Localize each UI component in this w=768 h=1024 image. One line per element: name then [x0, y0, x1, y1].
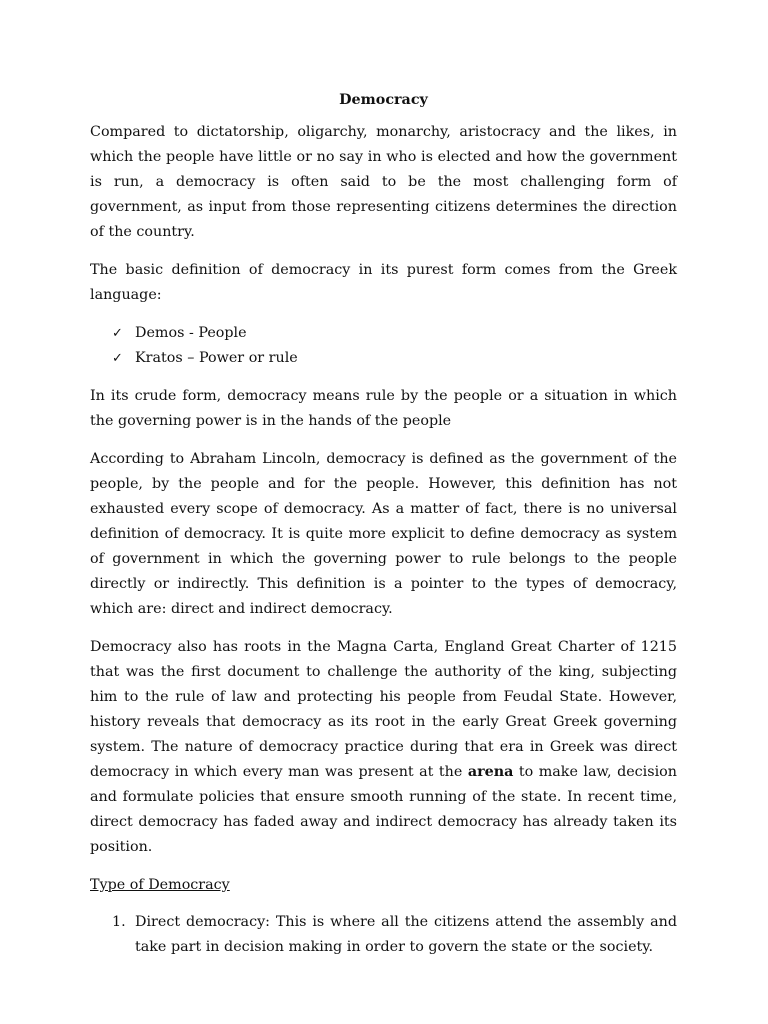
definition-paragraph: The basic definition of democracy in its purest form comes from the Greek language:	[90, 262, 677, 303]
paragraph-text: to make law, decision and formulate policies that ensure smooth running of the state. In recent time, direct democracy has faded away and indirect democracy has already taken its position.	[90, 764, 677, 855]
list-item-text: Demos - People	[135, 325, 247, 341]
paragraph-text: Democracy also has roots in the Magna Carta, England Great Charter of 1215 that was the first document to challenge the authority of the king, subjecting him to the rule of law and protecting his people from Feudal State. However, history reveals that democracy as its root in the early Great Greek governing system. The nature of democracy practice during that era in Greek was direct democracy in which every man was present at the	[90, 639, 677, 780]
checkmark-icon: ✓	[112, 326, 123, 341]
crude-form-paragraph: In its crude form, democracy means rule by the people or a situation in which the governing power is in the hands of the people	[90, 388, 677, 429]
document-title: Democracy	[339, 92, 428, 108]
checkmark-icon: ✓	[112, 351, 123, 366]
section-heading: Type of Democracy	[90, 877, 230, 893]
list-item	[90, 910, 677, 960]
magna-carta-paragraph	[90, 635, 677, 860]
list-number: 1.	[112, 914, 126, 930]
intro-paragraph: Compared to dictatorship, oligarchy, monarchy, aristocracy and the likes, in which the people have little or no say in who is elected and how the government is run, a democracy is often said to be the most challenging form of government, as input from those representing citizens determines the direction of the country.	[90, 124, 677, 240]
list-item	[90, 321, 677, 346]
list-item-text: Direct democracy: This is where all the citizens attend the assembly and take part in decision making in order to govern the state or the society.	[135, 914, 677, 955]
lincoln-paragraph: According to Abraham Lincoln, democracy is defined as the government of the people, by the people and for the people. However, this definition has not exhausted every scope of democracy. As a matter of fact, there is no universal definition of democracy. It is quite more explicit to define democracy as system of government in which the governing power to rule belongs to the people directly or indirectly. This definition is a pointer to the types of democracy, which are: direct and indirect democracy.	[90, 451, 677, 617]
list-item	[90, 346, 677, 371]
democracy-types-list	[90, 910, 677, 960]
list-item-text: Kratos – Power or rule	[135, 350, 298, 366]
greek-terms-list	[90, 321, 677, 371]
bold-term: arena	[467, 764, 514, 780]
document-page	[90, 88, 677, 960]
